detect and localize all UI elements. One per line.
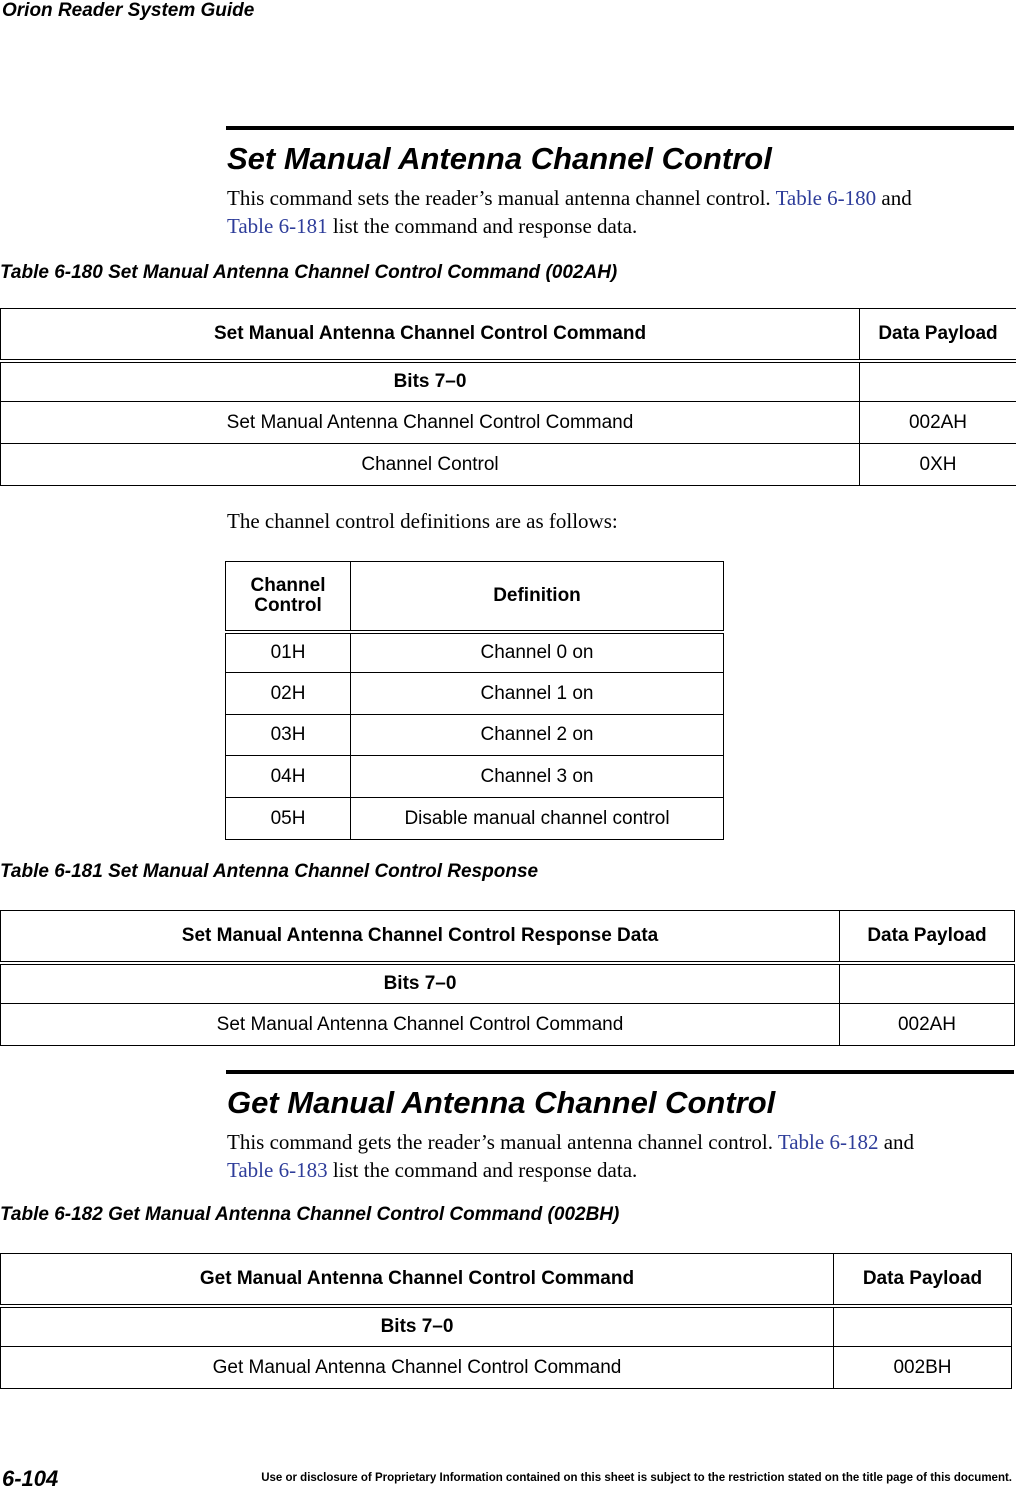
table-cell: Set Manual Antenna Channel Control Command — [1, 1004, 840, 1046]
table-6-181 — [0, 910, 1015, 1046]
section-rule — [226, 1070, 1014, 1074]
table-row — [226, 798, 724, 840]
table-cell: 02H — [226, 673, 351, 715]
section-rule — [226, 126, 1014, 130]
empty-cell — [860, 361, 1016, 402]
column-header-payload: Data Payload — [840, 911, 1015, 963]
intro-text-end: list the command and response data. — [332, 1158, 638, 1182]
definitions-intro: The channel control definitions are as follows: — [227, 509, 618, 533]
empty-cell — [834, 1306, 1012, 1347]
channel-definitions-table — [225, 561, 724, 840]
table-row — [1, 361, 1016, 402]
table-row — [1, 1306, 1012, 1347]
bits-label: Bits 7–0 — [1, 963, 840, 1004]
table-row — [226, 632, 724, 673]
table-6-181-link[interactable]: Table 6-181 — [227, 214, 328, 238]
bits-label: Bits 7–0 — [1, 361, 860, 402]
table-row — [1, 444, 1016, 486]
column-header-definition: Definition — [351, 562, 724, 632]
table-header-row — [1, 309, 1016, 361]
column-header-channel-control — [226, 562, 351, 632]
table-row — [1, 963, 1015, 1004]
table-row — [1, 1347, 1012, 1389]
intro-text-end: list the command and response data. — [332, 214, 638, 238]
intro-text: This command gets the reader’s manual antenna channel control. — [227, 1130, 773, 1154]
table-cell: 002AH — [860, 402, 1016, 444]
table-cell: 0XH — [860, 444, 1016, 486]
table-cell: 002BH — [834, 1347, 1012, 1389]
table-6-183-link[interactable]: Table 6-183 — [227, 1158, 328, 1182]
bits-label: Bits 7–0 — [1, 1306, 834, 1347]
table-header-row — [226, 562, 724, 632]
table-header-row — [1, 911, 1015, 963]
intro-text: This command sets the reader’s manual antenna channel control. — [227, 186, 771, 210]
section-intro-set — [227, 184, 1013, 240]
table-cell: 05H — [226, 798, 351, 840]
channel-header-line1: Channel — [250, 574, 326, 596]
table-cell: Disable manual channel control — [351, 798, 724, 840]
table-6-180 — [0, 308, 1016, 486]
table-cell: 03H — [226, 715, 351, 756]
section-title-set: Set Manual Antenna Channel Control — [227, 141, 772, 176]
table-cell: Set Manual Antenna Channel Control Command — [1, 402, 860, 444]
section-intro-get — [227, 1128, 1013, 1184]
table-cell: 002AH — [840, 1004, 1015, 1046]
table-cell: Channel Control — [1, 444, 860, 486]
table-cell: 04H — [226, 756, 351, 798]
empty-cell — [840, 963, 1015, 1004]
table-caption-180: Table 6-180 Set Manual Antenna Channel Control Command (002AH) — [0, 262, 618, 283]
table-header-row — [1, 1254, 1012, 1306]
table-caption-181: Table 6-181 Set Manual Antenna Channel Control Response — [0, 861, 539, 882]
column-header-command: Set Manual Antenna Channel Control Command — [1, 309, 860, 361]
column-header-response: Set Manual Antenna Channel Control Response Data — [1, 911, 840, 963]
table-cell: Channel 2 on — [351, 715, 724, 756]
column-header-payload: Data Payload — [834, 1254, 1012, 1306]
table-6-182 — [0, 1253, 1012, 1389]
table-caption-182: Table 6-182 Get Manual Antenna Channel Control Command (002BH) — [0, 1204, 620, 1225]
proprietary-notice: Use or disclosure of Proprietary Information contained on this sheet is subject to the restriction stated on the title page of this document. — [261, 1472, 1012, 1484]
channel-header-line2: Control — [254, 594, 322, 616]
intro-and: and — [881, 186, 912, 210]
table-row — [226, 715, 724, 756]
table-row — [1, 1004, 1015, 1046]
table-cell: 01H — [226, 632, 351, 673]
table-cell: Channel 3 on — [351, 756, 724, 798]
table-row — [226, 756, 724, 798]
table-row — [226, 673, 724, 715]
column-header-command: Get Manual Antenna Channel Control Command — [1, 1254, 834, 1306]
running-header: Orion Reader System Guide — [2, 0, 255, 21]
section-title-get: Get Manual Antenna Channel Control — [227, 1085, 776, 1120]
table-6-180-link[interactable]: Table 6-180 — [775, 186, 877, 210]
table-cell: Get Manual Antenna Channel Control Command — [1, 1347, 834, 1389]
page-number: 6-104 — [2, 1466, 59, 1491]
table-cell: Channel 0 on — [351, 632, 724, 673]
intro-and: and — [883, 1130, 915, 1154]
column-header-payload: Data Payload — [860, 309, 1016, 361]
table-6-182-link[interactable]: Table 6-182 — [777, 1130, 879, 1154]
table-row — [1, 402, 1016, 444]
table-cell: Channel 1 on — [351, 673, 724, 715]
